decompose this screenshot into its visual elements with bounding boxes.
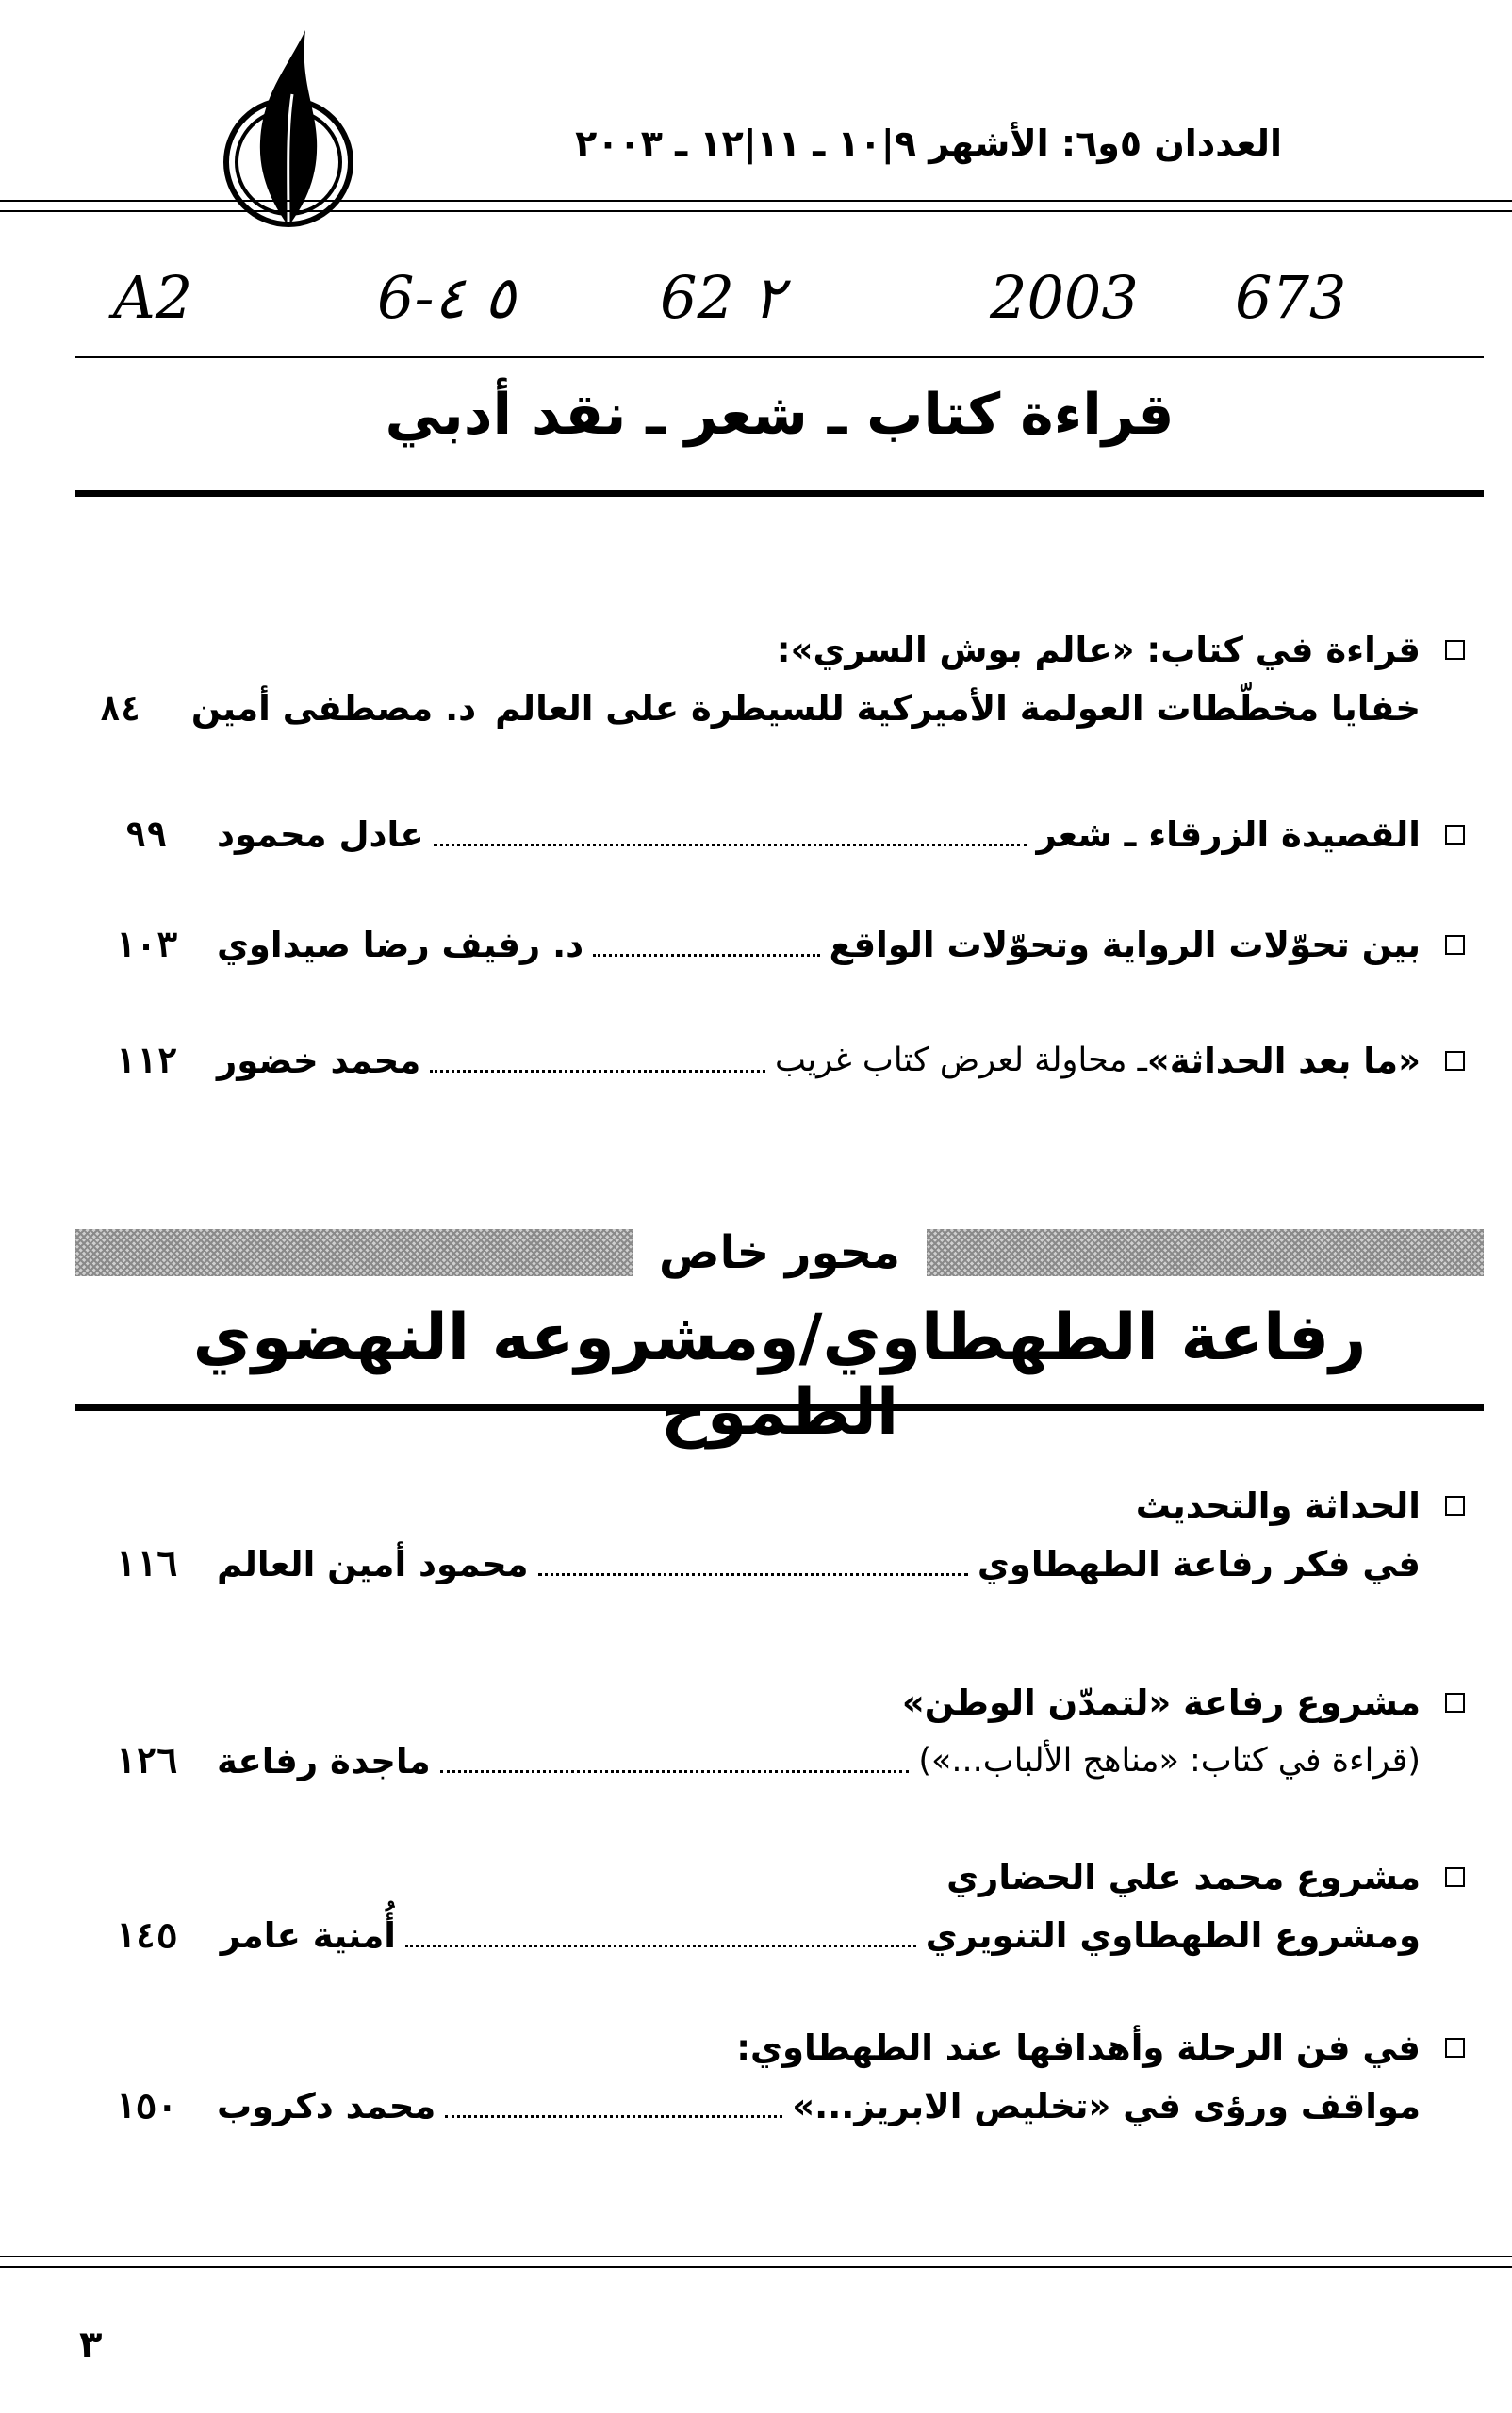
- entry-subtitle: ـ محاولة لعرض كتاب غريب: [775, 1042, 1147, 1079]
- toc-line: [75, 1732, 1465, 1790]
- entry-page: ١٥٠: [114, 2085, 178, 2126]
- footer-double-rule: [0, 2256, 1512, 2268]
- handwritten-part: 6-٥ ٤: [377, 262, 516, 332]
- handwritten-part: A2: [113, 262, 193, 332]
- toc-line: [75, 1535, 1465, 1593]
- entry-title: مشروع رفاعة «لتمدّن الوطن»: [901, 1682, 1421, 1723]
- entry-page: ١٤٥: [114, 1914, 178, 1956]
- entry-page: ١٠٣: [114, 924, 178, 965]
- entry-author: عادل محمود: [217, 813, 424, 855]
- dot-leader: [430, 1049, 765, 1073]
- toc-entry: [75, 620, 1465, 737]
- header-double-rule: [0, 200, 1512, 212]
- entry-title: خفايا مخطّطات العولمة الأميركية للسيطرة على العالم: [495, 687, 1421, 729]
- toc-line: [75, 805, 1465, 863]
- handwritten-part: 62 ٢: [660, 262, 784, 332]
- issue-line: العددان ٥و٦: الأشهر ٩|١٠ ـ ١١|١٢ ـ ٢٠٠٣: [575, 123, 1282, 164]
- special-section-label: محور خاص: [659, 1226, 900, 1279]
- toc-entry: [75, 1031, 1465, 1090]
- toc-line: [75, 1031, 1465, 1090]
- entry-page: ١٢٦: [114, 1740, 178, 1781]
- toc-line: [75, 2018, 1465, 2076]
- entry-page: ٩٩: [124, 813, 168, 855]
- entry-title: قراءة في كتاب: «عالم بوش السري»:: [776, 629, 1421, 670]
- dot-leader: [440, 1749, 910, 1773]
- page-number: ٣: [79, 2323, 103, 2367]
- square-bullet-icon: [1445, 2038, 1465, 2058]
- entry-title: «ما بعد الحداثة»: [1146, 1040, 1421, 1081]
- hatch-pattern: [927, 1229, 1484, 1276]
- toc-line: [75, 1673, 1465, 1732]
- entry-title: مشروع محمد علي الحضاري: [946, 1856, 1421, 1897]
- entry-author: ماجدة رفاعة: [217, 1740, 431, 1781]
- toc-entry: [75, 2018, 1465, 2135]
- entry-title: القصيدة الزرقاء ـ شعر: [1036, 813, 1421, 855]
- hatch-pattern: [75, 1229, 633, 1276]
- entry-title: مواقف ورؤى في «تخليص الابريز...»: [792, 2085, 1421, 2126]
- entry-title: (قراءة في كتاب: «مناهج الألباب...»): [918, 1742, 1421, 1780]
- dot-leader: [445, 2094, 782, 2118]
- square-bullet-icon: [1445, 1051, 1465, 1071]
- special-section-title: رفاعة الطهطاوي/ومشروعه النهضوي الطموح: [192, 1301, 1367, 1450]
- square-bullet-icon: [1445, 935, 1465, 955]
- toc-line: [75, 2076, 1465, 2135]
- entry-author: د. رفيف رضا صيداوي: [217, 924, 584, 965]
- toc-line: [75, 1906, 1465, 1964]
- dot-leader: [593, 933, 819, 957]
- dot-leader: [538, 1552, 968, 1576]
- toc-entry: [75, 1673, 1465, 1790]
- toc-entry: [75, 1847, 1465, 1964]
- handwritten-part: 673: [1235, 262, 1347, 332]
- toc-line: [75, 620, 1465, 679]
- square-bullet-icon: [1445, 825, 1465, 845]
- entry-page: ١١٢: [114, 1040, 178, 1081]
- entry-title: في فكر رفاعة الطهطاوي: [977, 1543, 1421, 1584]
- dot-leader: [434, 823, 1027, 846]
- square-bullet-icon: [1445, 1693, 1465, 1713]
- toc-entry: [75, 1476, 1465, 1593]
- section-heading-rule: [75, 490, 1484, 497]
- entry-author: محمود أمين العالم: [217, 1543, 529, 1584]
- toc-entry: [75, 805, 1465, 863]
- section-heading: قراءة كتاب ـ شعر ـ نقد أدبي: [385, 382, 1175, 448]
- entry-author: أُمنية عامر: [220, 1914, 396, 1956]
- entry-author: محمد خضور: [217, 1040, 421, 1081]
- annotation-rule: [75, 356, 1484, 358]
- square-bullet-icon: [1445, 640, 1465, 660]
- handwritten-annotation: [113, 240, 1405, 353]
- entry-page: ١١٦: [114, 1543, 178, 1584]
- toc-entry: [75, 915, 1465, 974]
- toc-line: [75, 1476, 1465, 1535]
- entry-author: د. مصطفى أمين: [190, 687, 477, 729]
- entry-page: ٨٤: [99, 687, 142, 729]
- entry-title: بين تحوّلات الرواية وتحوّلات الواقع: [829, 924, 1421, 965]
- square-bullet-icon: [1445, 1867, 1465, 1887]
- dot-leader: [405, 1924, 916, 1947]
- special-section-bar: [75, 1223, 1484, 1282]
- toc-line: [75, 915, 1465, 974]
- entry-title: في فن الرحلة وأهدافها عند الطهطاوي:: [736, 2027, 1421, 2068]
- toc-line: [75, 1847, 1465, 1906]
- square-bullet-icon: [1445, 1496, 1465, 1516]
- handwritten-part: 2003: [990, 262, 1139, 332]
- entry-author: محمد دكروب: [217, 2085, 436, 2126]
- entry-title: ومشروع الطهطاوي التنويري: [925, 1914, 1421, 1956]
- toc-line: [75, 679, 1465, 737]
- special-title-rule: [75, 1404, 1484, 1411]
- entry-title: الحداثة والتحديث: [1135, 1485, 1421, 1526]
